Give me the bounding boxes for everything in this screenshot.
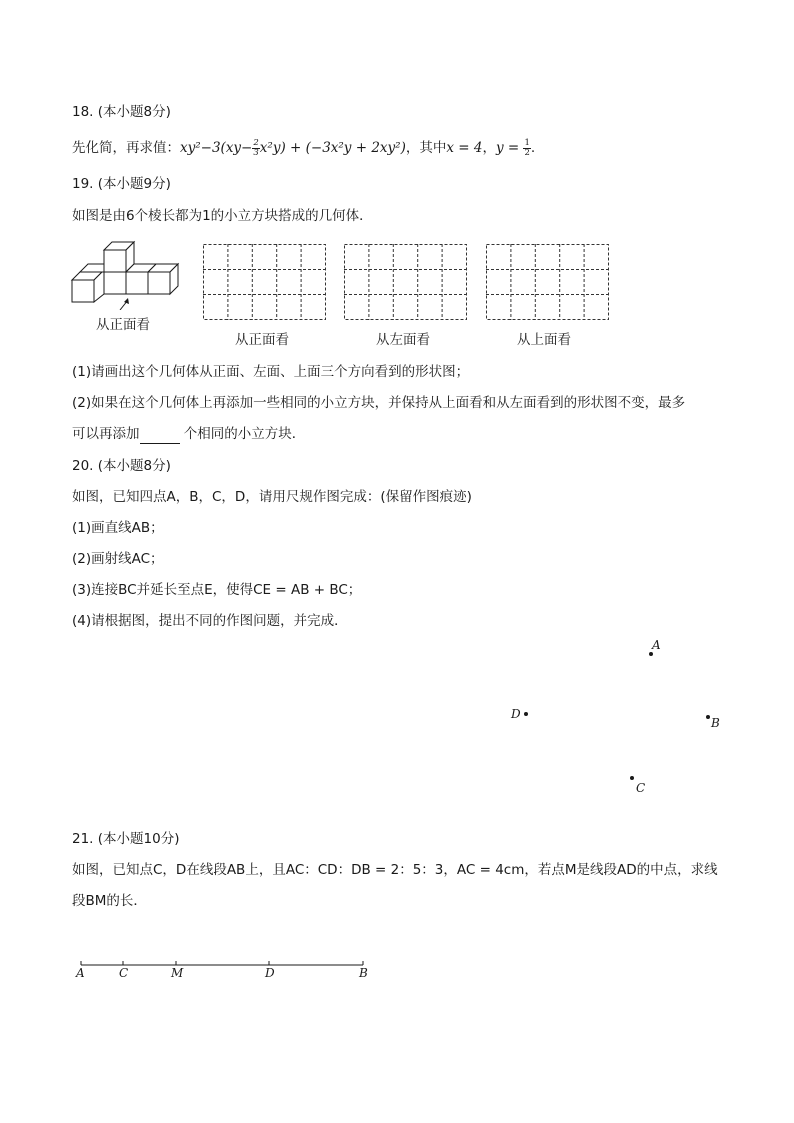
segment-label-b: B: [359, 966, 368, 980]
q18-x-value: x = 4: [446, 140, 483, 156]
point-c-dot: [630, 776, 634, 780]
grid-caption-left: 从左面看: [376, 332, 430, 348]
segment-label-a: A: [76, 966, 85, 980]
q18-header: 18. (本小题8分): [72, 104, 171, 120]
q20-part1: (1)画直线AB；: [72, 520, 164, 536]
cube-right-front: [148, 272, 170, 294]
point-d-dot: [524, 712, 528, 716]
segment-label-c: C: [119, 966, 129, 980]
grid-front-view: [203, 244, 329, 322]
q20-part2: (2)画射线AC；: [72, 551, 164, 567]
point-c-label: C: [636, 781, 646, 795]
point-b-dot: [706, 715, 710, 719]
q20-intro: 如图，已知四点A，B，C，D，请用尺规作图完成：(保留作图痕迹): [72, 489, 472, 505]
fraction-one-half: $\frac{1}{2}$: [524, 137, 530, 158]
q19-intro: 如图是由6个棱长都为1的小立方块搭成的几何体．: [72, 208, 373, 224]
cube-top-front: [104, 250, 126, 272]
point-a-label: A: [652, 638, 661, 652]
cube-solid-figure: [68, 238, 184, 310]
grid-top-view: [486, 244, 612, 322]
segment-label-m: M: [171, 966, 184, 980]
q18-y-value: y =: [495, 140, 520, 156]
q18-problem: 先化简，再求值：xy²−3(xy− $\frac{2}{3}$ x²y) + (−3x²y + 2xy²)，其中x = 4，y = $\frac{1}{2}$ .: [72, 137, 536, 158]
q19-part2-cont: 可以再添加 个相同的小立方块．: [72, 426, 306, 442]
q19-part1: (1)请画出这个几何体从正面、左面、上面三个方向看到的形状图；: [72, 364, 470, 380]
point-b-label: B: [711, 716, 720, 730]
q21-line1: 如图，已知点C，D在线段AB上，且AC：CD：DB = 2：5：3，AC = 4cm，若点M是线段AD的中点，求线: [72, 862, 718, 878]
grid-caption-top: 从上面看: [517, 332, 571, 348]
arrow-icon: [124, 298, 129, 304]
q21-line2: 段BM的长．: [72, 893, 147, 909]
q18-lead: 先化简，再求值：: [72, 140, 180, 156]
point-d-label: D: [511, 707, 521, 721]
cube-mid2-front: [126, 272, 148, 294]
grid-caption-front: 从正面看: [235, 332, 289, 348]
segment-label-d: D: [265, 966, 275, 980]
cube-left-front: [72, 280, 94, 302]
q18-expression: xy²−3(xy− $\frac{2}{3}$ x²y) + (−3x²y + 2xy²): [180, 138, 406, 158]
q19-part2: (2)如果在这个几何体上再添加一些相同的小立方块，并保持从上面看和从左面看到的形状图不变，最多: [72, 395, 686, 411]
q20-part3: (3)连接BC并延长至点E，使得CE = AB + BC；: [72, 582, 362, 598]
q21-header: 21. (本小题10分): [72, 831, 180, 847]
answer-blank[interactable]: [140, 429, 180, 444]
grid-left-view: [344, 244, 470, 322]
cube-back-top: [80, 264, 104, 272]
point-a-dot: [649, 652, 653, 656]
q20-part4: (4)请根据图，提出不同的作图问题，并完成．: [72, 613, 348, 629]
q19-header: 19. (本小题9分): [72, 176, 171, 192]
cube-mid-front: [104, 272, 126, 294]
q18-condition: ，其中: [405, 140, 447, 156]
solid-caption: 从正面看: [96, 317, 150, 333]
fraction-two-thirds: $\frac{2}{3}$: [253, 138, 259, 158]
q20-header: 20. (本小题8分): [72, 458, 171, 474]
